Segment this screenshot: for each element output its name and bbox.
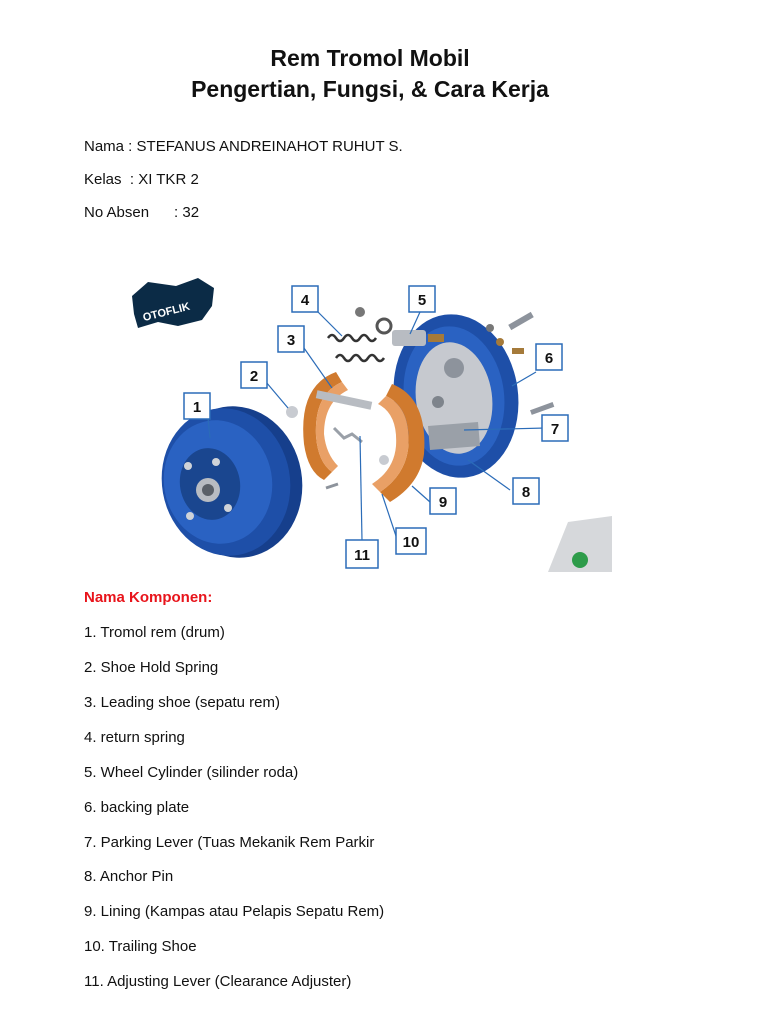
class-value: XI TKR 2 (138, 171, 199, 188)
otoflik-logo (132, 278, 214, 328)
student-name-row: Nama : STEFANUS ANDREINAHOT RUHUT S. (84, 138, 403, 155)
document-subtitle: Pengertian, Fungsi, & Cara Kerja (191, 76, 549, 102)
svg-text:6: 6 (544, 350, 554, 367)
svg-text:4: 4 (300, 292, 310, 309)
component-item-7: 7. Parking Lever (Tuas Mekanik Rem Parkir (84, 834, 375, 851)
otoflik-watermark (548, 516, 612, 572)
absen-value: 32 (182, 204, 200, 221)
class-label: Kelas (84, 171, 122, 188)
component-item-2: 2. Shoe Hold Spring (84, 659, 219, 676)
svg-text:3: 3 (286, 332, 296, 349)
logo-text: OTOFLIK (141, 300, 192, 325)
callout-11 (346, 540, 378, 568)
callout-9 (430, 488, 456, 514)
components-heading: Nama Komponen: (84, 589, 213, 606)
svg-text:8: 8 (521, 484, 531, 501)
callout-7 (542, 415, 568, 441)
component-item-10: 10. Trailing Shoe (84, 938, 197, 955)
svg-text:2: 2 (249, 368, 259, 385)
callout-2 (241, 362, 267, 388)
component-item-1: 1. Tromol rem (drum) (84, 624, 225, 641)
svg-text:11: 11 (354, 547, 370, 564)
callout-6 (536, 344, 562, 370)
callout-5 (409, 286, 435, 312)
svg-text:9: 9 (438, 494, 448, 511)
brake-drum (150, 396, 314, 569)
callout-8 (513, 478, 539, 504)
leading-shoe (303, 372, 372, 480)
name-value: STEFANUS ANDREINAHOT RUHUT S. (136, 138, 403, 155)
callout-3 (278, 326, 304, 352)
name-label: Nama (84, 138, 125, 155)
component-item-6: 6. backing plate (84, 799, 190, 816)
document-title: Rem Tromol Mobil (270, 45, 470, 71)
svg-text:5: 5 (417, 292, 427, 309)
component-item-3: 3. Leading shoe (sepatu rem) (84, 694, 280, 711)
component-item-4: 4. return spring (84, 729, 185, 746)
absen-label: No Absen (84, 204, 150, 221)
svg-text:10: 10 (402, 534, 420, 551)
component-item-9: 9. Lining (Kampas atau Pelapis Sepatu Rem) (84, 903, 385, 920)
svg-text:1: 1 (192, 399, 202, 416)
return-springs (328, 335, 384, 361)
callout-1 (184, 393, 210, 419)
callout-10 (396, 528, 426, 554)
student-class-row: Kelas : XI TKR 2 (84, 171, 199, 188)
component-item-5: 5. Wheel Cylinder (silinder roda) (84, 764, 299, 781)
drum-brake-exploded-diagram (128, 276, 612, 572)
component-item-8: 8. Anchor Pin (84, 868, 174, 885)
component-item-11: 11. Adjusting Lever (Clearance Adjuster) (84, 973, 352, 990)
student-absen-row: No Absen : 32 (84, 204, 200, 221)
callout-4 (292, 286, 318, 312)
svg-text:7: 7 (550, 421, 560, 438)
